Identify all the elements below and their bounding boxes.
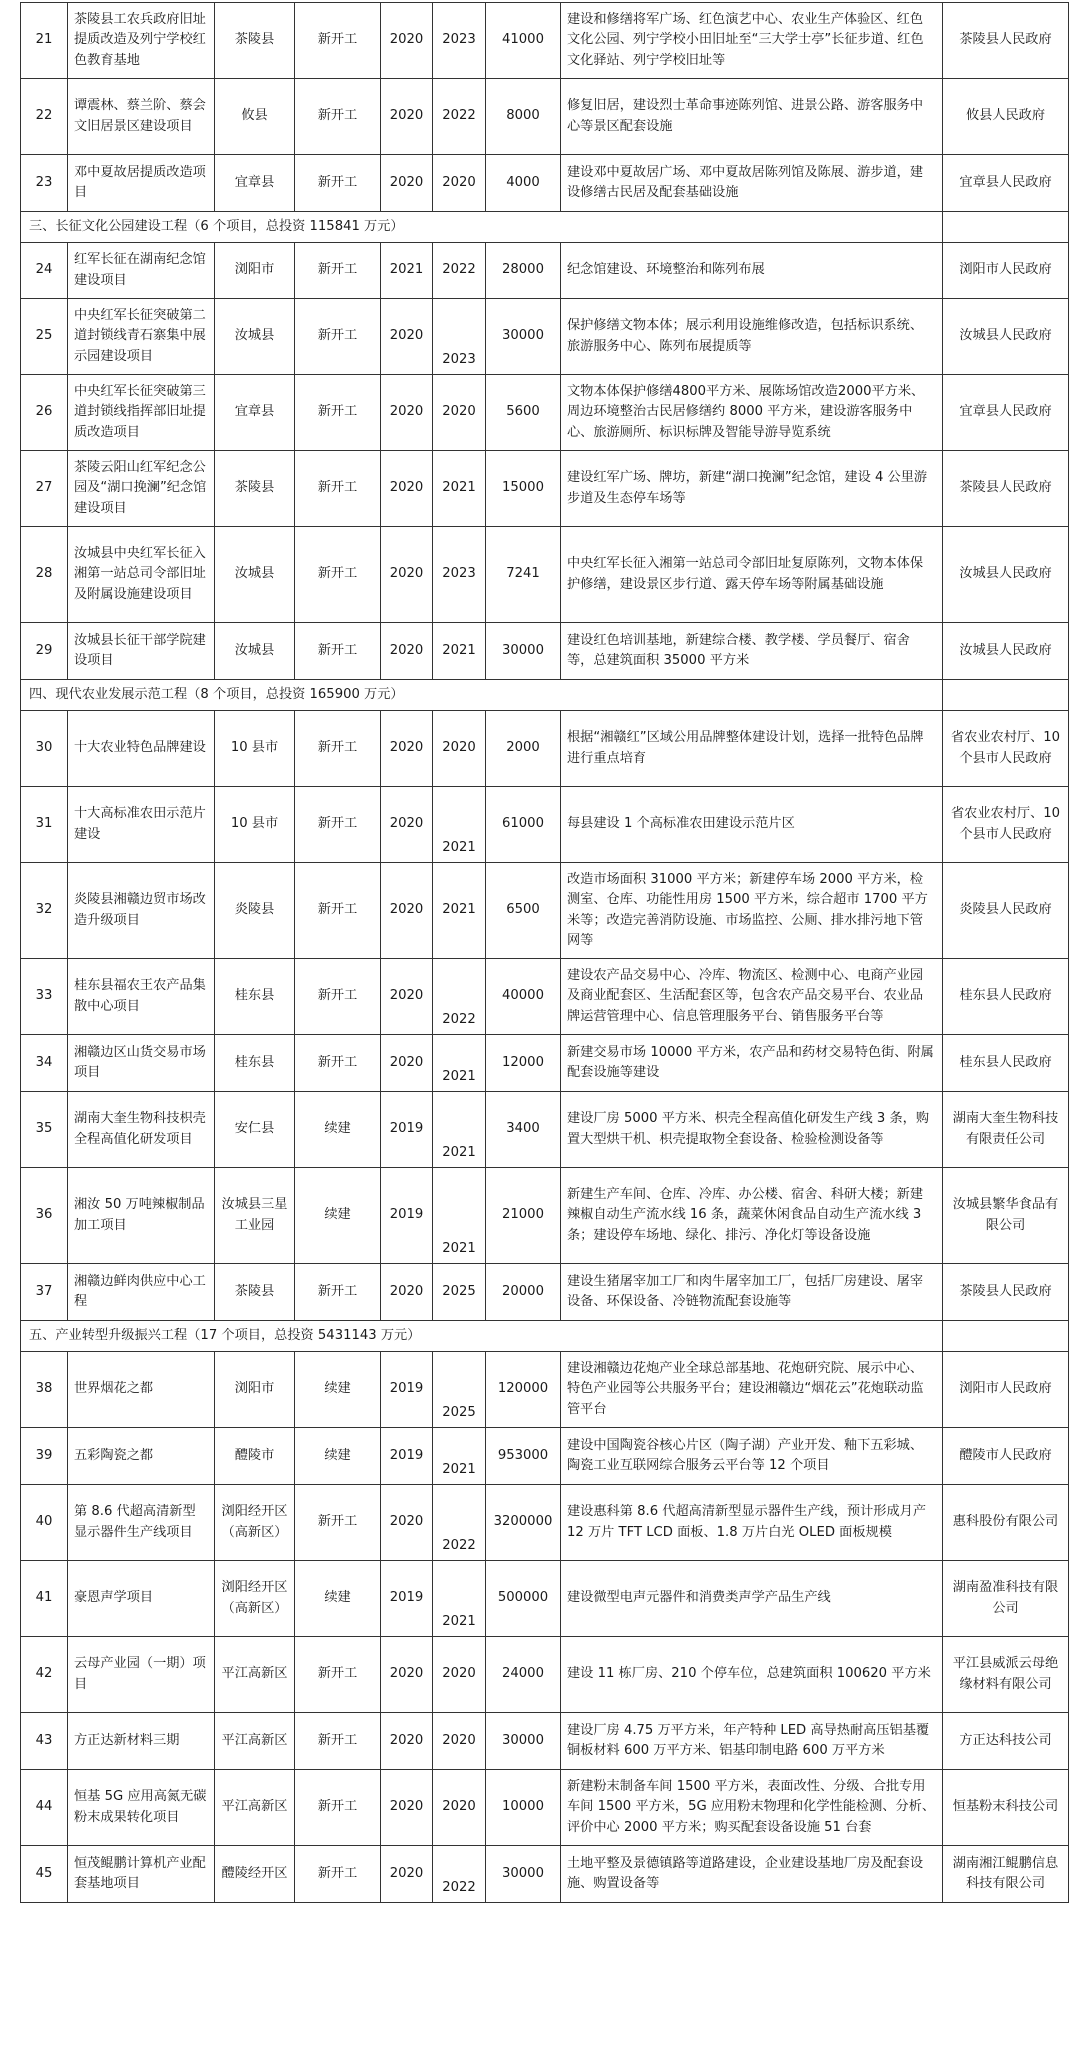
table-row: [21, 623, 1069, 680]
project-name-cell: 五彩陶瓷之都: [68, 1428, 215, 1485]
table-row: [21, 299, 1069, 375]
construction-status-cell: 新开工: [295, 79, 381, 155]
construction-content-cell: 建设红军广场、牌坊，新建“湖口挽澜”纪念馆，建设 4 公里游步道及生态停车场等: [561, 451, 943, 527]
table-row: [21, 1485, 1069, 1561]
start-year-cell: 2019: [381, 1168, 433, 1264]
location-cell: 茶陵县: [215, 451, 295, 527]
construction-content-cell: 建设生猪屠宰加工厂和肉牛屠宰加工厂，包括厂房建设、屠宰设备、环保设备、冷链物流配套设施等: [561, 1264, 943, 1321]
row-number-cell: 44: [21, 1770, 68, 1846]
start-year-cell: 2019: [381, 1092, 433, 1168]
construction-status-cell: 新开工: [295, 155, 381, 212]
construction-content-cell: 改造市场面积 31000 平方米；新建停车场 2000 平方米，检测室、仓库、功能性用房 1500 平方米，综合超市 1700 平方米等；改造完善消防设施、市场监控、公厕、排水排污地下管网等: [561, 863, 943, 959]
construction-status-cell: 新开工: [295, 243, 381, 299]
project-name-cell: 汝城县长征干部学院建设项目: [68, 623, 215, 680]
end-year-cell: 2021: [433, 1168, 486, 1264]
location-cell: 浏阳经开区（高新区）: [215, 1485, 295, 1561]
project-name-cell: 红军长征在湖南纪念馆建设项目: [68, 243, 215, 299]
construction-status-cell: 新开工: [295, 1770, 381, 1846]
end-year-cell: 2025: [433, 1352, 486, 1428]
investment-cell: 4000: [486, 155, 561, 212]
start-year-cell: 2021: [381, 243, 433, 299]
project-name-cell: 世界烟花之都: [68, 1352, 215, 1428]
project-table: [20, 2, 1069, 1903]
construction-status-cell: 新开工: [295, 711, 381, 787]
start-year-cell: 2020: [381, 863, 433, 959]
investment-cell: 6500: [486, 863, 561, 959]
investment-cell: 12000: [486, 1035, 561, 1092]
row-number-cell: 25: [21, 299, 68, 375]
project-name-cell: 方正达新材料三期: [68, 1713, 215, 1770]
construction-status-cell: 新开工: [295, 1264, 381, 1321]
section-title: 三、长征文化公园建设工程（6 个项目，总投资 115841 万元）: [21, 212, 943, 243]
section-header-row: [21, 1321, 1069, 1352]
location-cell: 宜章县: [215, 375, 295, 451]
construction-content-cell: 文物本体保护修缮4800平方米、展陈场馆改造2000平方米、周边环境整治古民居修缮约 8000 平方米，建设游客服务中心、旅游厕所、标识标牌及智能导游导览系统: [561, 375, 943, 451]
location-cell: 桂东县: [215, 959, 295, 1035]
project-name-cell: 湖南大奎生物科技枳壳全程高值化研发项目: [68, 1092, 215, 1168]
responsible-unit-cell: 攸县人民政府: [943, 79, 1069, 155]
start-year-cell: 2020: [381, 1637, 433, 1713]
location-cell: 攸县: [215, 79, 295, 155]
investment-cell: 28000: [486, 243, 561, 299]
row-number-cell: 23: [21, 155, 68, 212]
construction-content-cell: 建设邓中夏故居广场、邓中夏故居陈列馆及陈展、游步道，建设修缮古民居及配套基础设施: [561, 155, 943, 212]
project-name-cell: 谭震林、蔡兰阶、蔡会文旧居景区建设项目: [68, 79, 215, 155]
investment-cell: 500000: [486, 1561, 561, 1637]
responsible-unit-cell: 茶陵县人民政府: [943, 3, 1069, 79]
construction-content-cell: 新建粉末制备车间 1500 平方米，表面改性、分级、合批专用车间 1500 平方米，5G 应用粉末物理和化学性能检测、分析、评价中心 2000 平方米；购买配套设备设施 51 台套: [561, 1770, 943, 1846]
responsible-unit-cell: 醴陵市人民政府: [943, 1428, 1069, 1485]
responsible-unit-cell: 省农业农村厅、10 个县市人民政府: [943, 787, 1069, 863]
location-cell: 浏阳市: [215, 1352, 295, 1428]
row-number-cell: 31: [21, 787, 68, 863]
construction-status-cell: 新开工: [295, 1846, 381, 1903]
end-year-cell: 2021: [433, 1035, 486, 1092]
construction-status-cell: 续建: [295, 1352, 381, 1428]
construction-content-cell: 建设和修缮将军广场、红色演艺中心、农业生产体验区、红色文化公园、列宁学校小田旧址至“三大学士亭”长征步道、红色文化驿站、列宁学校旧址等: [561, 3, 943, 79]
row-number-cell: 35: [21, 1092, 68, 1168]
table-row: [21, 1428, 1069, 1485]
project-name-cell: 十大高标准农田示范片建设: [68, 787, 215, 863]
construction-content-cell: 建设中国陶瓷谷核心片区（陶子湖）产业开发、釉下五彩城、陶瓷工业互联网综合服务云平台等 12 个项目: [561, 1428, 943, 1485]
responsible-unit-cell: 茶陵县人民政府: [943, 451, 1069, 527]
project-table-page: [20, 2, 1068, 1903]
start-year-cell: 2020: [381, 155, 433, 212]
start-year-cell: 2020: [381, 787, 433, 863]
location-cell: 醴陵市: [215, 1428, 295, 1485]
location-cell: 汝城县: [215, 623, 295, 680]
row-number-cell: 28: [21, 527, 68, 623]
location-cell: 炎陵县: [215, 863, 295, 959]
section-header-row: [21, 680, 1069, 711]
row-number-cell: 41: [21, 1561, 68, 1637]
construction-content-cell: 建设微型电声元器件和消费类声学产品生产线: [561, 1561, 943, 1637]
investment-cell: 120000: [486, 1352, 561, 1428]
table-row: [21, 1561, 1069, 1637]
investment-cell: 8000: [486, 79, 561, 155]
investment-cell: 30000: [486, 1846, 561, 1903]
construction-content-cell: 中央红军长征入湘第一站总司令部旧址复原陈列，文物本体保护修缮，建设景区步行道、露天停车场等附属基础设施: [561, 527, 943, 623]
construction-content-cell: 新建生产车间、仓库、冷库、办公楼、宿舍、科研大楼；新建辣椒自动生产流水线 16 条，蔬菜休闲食品自动生产流水线 3 条；建设停车场地、绿化、排污、净化灯等设备设施: [561, 1168, 943, 1264]
start-year-cell: 2020: [381, 1485, 433, 1561]
project-name-cell: 恒基 5G 应用高氮无碳粉末成果转化项目: [68, 1770, 215, 1846]
table-row: [21, 79, 1069, 155]
location-cell: 10 县市: [215, 711, 295, 787]
responsible-unit-cell: 浏阳市人民政府: [943, 1352, 1069, 1428]
project-name-cell: 炎陵县湘赣边贸市场改造升级项目: [68, 863, 215, 959]
project-name-cell: 茶陵云阳山红军纪念公园及“湖口挽澜”纪念馆建设项目: [68, 451, 215, 527]
location-cell: 宜章县: [215, 155, 295, 212]
table-row: [21, 1637, 1069, 1713]
construction-content-cell: 保护修缮文物本体；展示利用设施维修改造，包括标识系统、旅游服务中心、陈列布展提质等: [561, 299, 943, 375]
start-year-cell: 2020: [381, 1846, 433, 1903]
construction-status-cell: 新开工: [295, 787, 381, 863]
project-name-cell: 中央红军长征突破第三道封锁线指挥部旧址提质改造项目: [68, 375, 215, 451]
end-year-cell: 2020: [433, 1713, 486, 1770]
location-cell: 浏阳经开区（高新区）: [215, 1561, 295, 1637]
end-year-cell: 2023: [433, 3, 486, 79]
table-row: [21, 527, 1069, 623]
end-year-cell: 2022: [433, 79, 486, 155]
responsible-unit-cell: 湖南湘江鲲鹏信息科技有限公司: [943, 1846, 1069, 1903]
construction-status-cell: 新开工: [295, 299, 381, 375]
project-name-cell: 茶陵县工农兵政府旧址提质改造及列宁学校红色教育基地: [68, 3, 215, 79]
end-year-cell: 2021: [433, 787, 486, 863]
end-year-cell: 2023: [433, 527, 486, 623]
section-title: 五、产业转型升级振兴工程（17 个项目，总投资 5431143 万元）: [21, 1321, 943, 1352]
start-year-cell: 2019: [381, 1428, 433, 1485]
construction-content-cell: 根据“湘赣红”区域公用品牌整体建设计划，选择一批特色品牌进行重点培育: [561, 711, 943, 787]
section-title: 四、现代农业发展示范工程（8 个项目，总投资 165900 万元）: [21, 680, 943, 711]
location-cell: 10 县市: [215, 787, 295, 863]
table-row: [21, 863, 1069, 959]
project-name-cell: 云母产业园（一期）项目: [68, 1637, 215, 1713]
project-name-cell: 中央红军长征突破第二道封锁线青石寨集中展示园建设项目: [68, 299, 215, 375]
location-cell: 桂东县: [215, 1035, 295, 1092]
investment-cell: 30000: [486, 299, 561, 375]
location-cell: 汝城县: [215, 299, 295, 375]
responsible-unit-cell: 方正达科技公司: [943, 1713, 1069, 1770]
investment-cell: 61000: [486, 787, 561, 863]
investment-cell: 5600: [486, 375, 561, 451]
row-number-cell: 21: [21, 3, 68, 79]
project-name-cell: 十大农业特色品牌建设: [68, 711, 215, 787]
construction-content-cell: 建设厂房 5000 平方米、枳壳全程高值化研发生产线 3 条，购置大型烘干机、枳壳提取物全套设备、检验检测设备等: [561, 1092, 943, 1168]
responsible-unit-cell: 汝城县人民政府: [943, 527, 1069, 623]
construction-content-cell: 每县建设 1 个高标准农田建设示范片区: [561, 787, 943, 863]
start-year-cell: 2019: [381, 1352, 433, 1428]
end-year-cell: 2023: [433, 299, 486, 375]
construction-status-cell: 新开工: [295, 1713, 381, 1770]
start-year-cell: 2020: [381, 299, 433, 375]
end-year-cell: 2021: [433, 1428, 486, 1485]
construction-content-cell: 修复旧居，建设烈士革命事迹陈列馆、进景公路、游客服务中心等景区配套设施: [561, 79, 943, 155]
end-year-cell: 2020: [433, 1637, 486, 1713]
project-name-cell: 第 8.6 代超高清新型显示器件生产线项目: [68, 1485, 215, 1561]
investment-cell: 7241: [486, 527, 561, 623]
construction-status-cell: 新开工: [295, 863, 381, 959]
row-number-cell: 37: [21, 1264, 68, 1321]
project-name-cell: 豪恩声学项目: [68, 1561, 215, 1637]
investment-cell: 15000: [486, 451, 561, 527]
responsible-unit-cell: 浏阳市人民政府: [943, 243, 1069, 299]
row-number-cell: 36: [21, 1168, 68, 1264]
project-name-cell: 桂东县福农王农产品集散中心项目: [68, 959, 215, 1035]
responsible-unit-cell: 湖南大奎生物科技有限责任公司: [943, 1092, 1069, 1168]
investment-cell: 40000: [486, 959, 561, 1035]
start-year-cell: 2020: [381, 527, 433, 623]
row-number-cell: 27: [21, 451, 68, 527]
table-row: [21, 1264, 1069, 1321]
table-row: [21, 1352, 1069, 1428]
start-year-cell: 2020: [381, 79, 433, 155]
row-number-cell: 39: [21, 1428, 68, 1485]
project-name-cell: 邓中夏故居提质改造项目: [68, 155, 215, 212]
table-row: [21, 375, 1069, 451]
investment-cell: 3200000: [486, 1485, 561, 1561]
responsible-unit-cell: 炎陵县人民政府: [943, 863, 1069, 959]
responsible-unit-cell: 桂东县人民政府: [943, 1035, 1069, 1092]
investment-cell: 953000: [486, 1428, 561, 1485]
start-year-cell: 2020: [381, 3, 433, 79]
location-cell: 茶陵县: [215, 3, 295, 79]
location-cell: 平江高新区: [215, 1770, 295, 1846]
responsible-unit-cell: 平江县威派云母绝缘材料有限公司: [943, 1637, 1069, 1713]
responsible-unit-cell: 桂东县人民政府: [943, 959, 1069, 1035]
construction-content-cell: 建设厂房 4.75 万平方米，年产特种 LED 高导热耐高压铝基覆铜板材料 600 万平方米、铝基印制电路 600 万平方米: [561, 1713, 943, 1770]
construction-status-cell: 新开工: [295, 527, 381, 623]
location-cell: 平江高新区: [215, 1713, 295, 1770]
location-cell: 茶陵县: [215, 1264, 295, 1321]
construction-content-cell: 建设 11 栋厂房、210 个停车位，总建筑面积 100620 平方米: [561, 1637, 943, 1713]
construction-status-cell: 续建: [295, 1092, 381, 1168]
investment-cell: 41000: [486, 3, 561, 79]
start-year-cell: 2020: [381, 1264, 433, 1321]
responsible-unit-cell: 茶陵县人民政府: [943, 1264, 1069, 1321]
construction-content-cell: 建设湘赣边花炮产业全球总部基地、花炮研究院、展示中心、特色产业园等公共服务平台；建设湘赣边“烟花云”花炮联动监管平台: [561, 1352, 943, 1428]
end-year-cell: 2021: [433, 623, 486, 680]
start-year-cell: 2020: [381, 1770, 433, 1846]
project-table-body: [21, 3, 1069, 1903]
construction-status-cell: 续建: [295, 1428, 381, 1485]
row-number-cell: 43: [21, 1713, 68, 1770]
location-cell: 平江高新区: [215, 1637, 295, 1713]
start-year-cell: 2020: [381, 1713, 433, 1770]
investment-cell: 30000: [486, 1713, 561, 1770]
start-year-cell: 2020: [381, 959, 433, 1035]
row-number-cell: 26: [21, 375, 68, 451]
start-year-cell: 2019: [381, 1561, 433, 1637]
investment-cell: 3400: [486, 1092, 561, 1168]
construction-content-cell: 新建交易市场 10000 平方米，农产品和药材交易特色街、附属配套设施等建设: [561, 1035, 943, 1092]
responsible-unit-cell: 宜章县人民政府: [943, 155, 1069, 212]
start-year-cell: 2020: [381, 375, 433, 451]
section-blank-cell: [943, 680, 1069, 711]
responsible-unit-cell: 恒基粉末科技公司: [943, 1770, 1069, 1846]
row-number-cell: 32: [21, 863, 68, 959]
construction-status-cell: 新开工: [295, 451, 381, 527]
location-cell: 汝城县: [215, 527, 295, 623]
end-year-cell: 2025: [433, 1264, 486, 1321]
section-blank-cell: [943, 212, 1069, 243]
table-row: [21, 1092, 1069, 1168]
responsible-unit-cell: 省农业农村厅、10 个县市人民政府: [943, 711, 1069, 787]
project-name-cell: 湘赣边鲜肉供应中心工程: [68, 1264, 215, 1321]
construction-status-cell: 新开工: [295, 623, 381, 680]
construction-status-cell: 续建: [295, 1168, 381, 1264]
end-year-cell: 2020: [433, 1770, 486, 1846]
end-year-cell: 2021: [433, 451, 486, 527]
construction-status-cell: 新开工: [295, 1035, 381, 1092]
project-name-cell: 湘汝 50 万吨辣椒制品加工项目: [68, 1168, 215, 1264]
end-year-cell: 2022: [433, 1485, 486, 1561]
table-row: [21, 451, 1069, 527]
row-number-cell: 30: [21, 711, 68, 787]
table-row: [21, 1035, 1069, 1092]
table-row: [21, 1770, 1069, 1846]
investment-cell: 10000: [486, 1770, 561, 1846]
table-row: [21, 959, 1069, 1035]
table-row: [21, 155, 1069, 212]
construction-status-cell: 新开工: [295, 959, 381, 1035]
start-year-cell: 2020: [381, 1035, 433, 1092]
construction-content-cell: 建设农产品交易中心、冷库、物流区、检测中心、电商产业园及商业配套区、生活配套区等，包含农产品交易平台、农业品牌运营管理中心、信息管理服务平台、销售服务平台等: [561, 959, 943, 1035]
construction-content-cell: 土地平整及景德镇路等道路建设，企业建设基地厂房及配套设施、购置设备等: [561, 1846, 943, 1903]
responsible-unit-cell: 宜章县人民政府: [943, 375, 1069, 451]
project-name-cell: 汝城县中央红军长征入湘第一站总司令部旧址及附属设施建设项目: [68, 527, 215, 623]
table-row: [21, 1713, 1069, 1770]
location-cell: 汝城县三星工业园: [215, 1168, 295, 1264]
section-blank-cell: [943, 1321, 1069, 1352]
start-year-cell: 2020: [381, 711, 433, 787]
location-cell: 浏阳市: [215, 243, 295, 299]
table-row: [21, 1168, 1069, 1264]
table-row: [21, 3, 1069, 79]
row-number-cell: 38: [21, 1352, 68, 1428]
row-number-cell: 40: [21, 1485, 68, 1561]
construction-content-cell: 建设红色培训基地，新建综合楼、教学楼、学员餐厅、宿舍等，总建筑面积 35000 平方米: [561, 623, 943, 680]
row-number-cell: 33: [21, 959, 68, 1035]
investment-cell: 21000: [486, 1168, 561, 1264]
responsible-unit-cell: 惠科股份有限公司: [943, 1485, 1069, 1561]
end-year-cell: 2021: [433, 1092, 486, 1168]
row-number-cell: 24: [21, 243, 68, 299]
location-cell: 安仁县: [215, 1092, 295, 1168]
location-cell: 醴陵经开区: [215, 1846, 295, 1903]
end-year-cell: 2022: [433, 959, 486, 1035]
investment-cell: 2000: [486, 711, 561, 787]
construction-status-cell: 新开工: [295, 1485, 381, 1561]
construction-content-cell: 建设惠科第 8.6 代超高清新型显示器件生产线，预计形成月产 12 万片 TFT LCD 面板、1.8 万片白光 OLED 面板规模: [561, 1485, 943, 1561]
row-number-cell: 22: [21, 79, 68, 155]
end-year-cell: 2020: [433, 155, 486, 212]
construction-status-cell: 续建: [295, 1561, 381, 1637]
investment-cell: 30000: [486, 623, 561, 680]
responsible-unit-cell: 汝城县繁华食品有限公司: [943, 1168, 1069, 1264]
construction-status-cell: 新开工: [295, 1637, 381, 1713]
table-row: [21, 1846, 1069, 1903]
construction-content-cell: 纪念馆建设、环境整治和陈列布展: [561, 243, 943, 299]
responsible-unit-cell: 湖南盈准科技有限公司: [943, 1561, 1069, 1637]
row-number-cell: 45: [21, 1846, 68, 1903]
table-row: [21, 787, 1069, 863]
end-year-cell: 2020: [433, 375, 486, 451]
row-number-cell: 34: [21, 1035, 68, 1092]
table-row: [21, 711, 1069, 787]
end-year-cell: 2022: [433, 1846, 486, 1903]
end-year-cell: 2022: [433, 243, 486, 299]
start-year-cell: 2020: [381, 451, 433, 527]
table-row: [21, 243, 1069, 299]
end-year-cell: 2021: [433, 863, 486, 959]
section-header-row: [21, 212, 1069, 243]
investment-cell: 24000: [486, 1637, 561, 1713]
project-name-cell: 恒茂鲲鹏计算机产业配套基地项目: [68, 1846, 215, 1903]
construction-status-cell: 新开工: [295, 3, 381, 79]
row-number-cell: 29: [21, 623, 68, 680]
construction-status-cell: 新开工: [295, 375, 381, 451]
investment-cell: 20000: [486, 1264, 561, 1321]
start-year-cell: 2020: [381, 623, 433, 680]
responsible-unit-cell: 汝城县人民政府: [943, 623, 1069, 680]
row-number-cell: 42: [21, 1637, 68, 1713]
project-name-cell: 湘赣边区山货交易市场项目: [68, 1035, 215, 1092]
end-year-cell: 2021: [433, 1561, 486, 1637]
end-year-cell: 2020: [433, 711, 486, 787]
responsible-unit-cell: 汝城县人民政府: [943, 299, 1069, 375]
